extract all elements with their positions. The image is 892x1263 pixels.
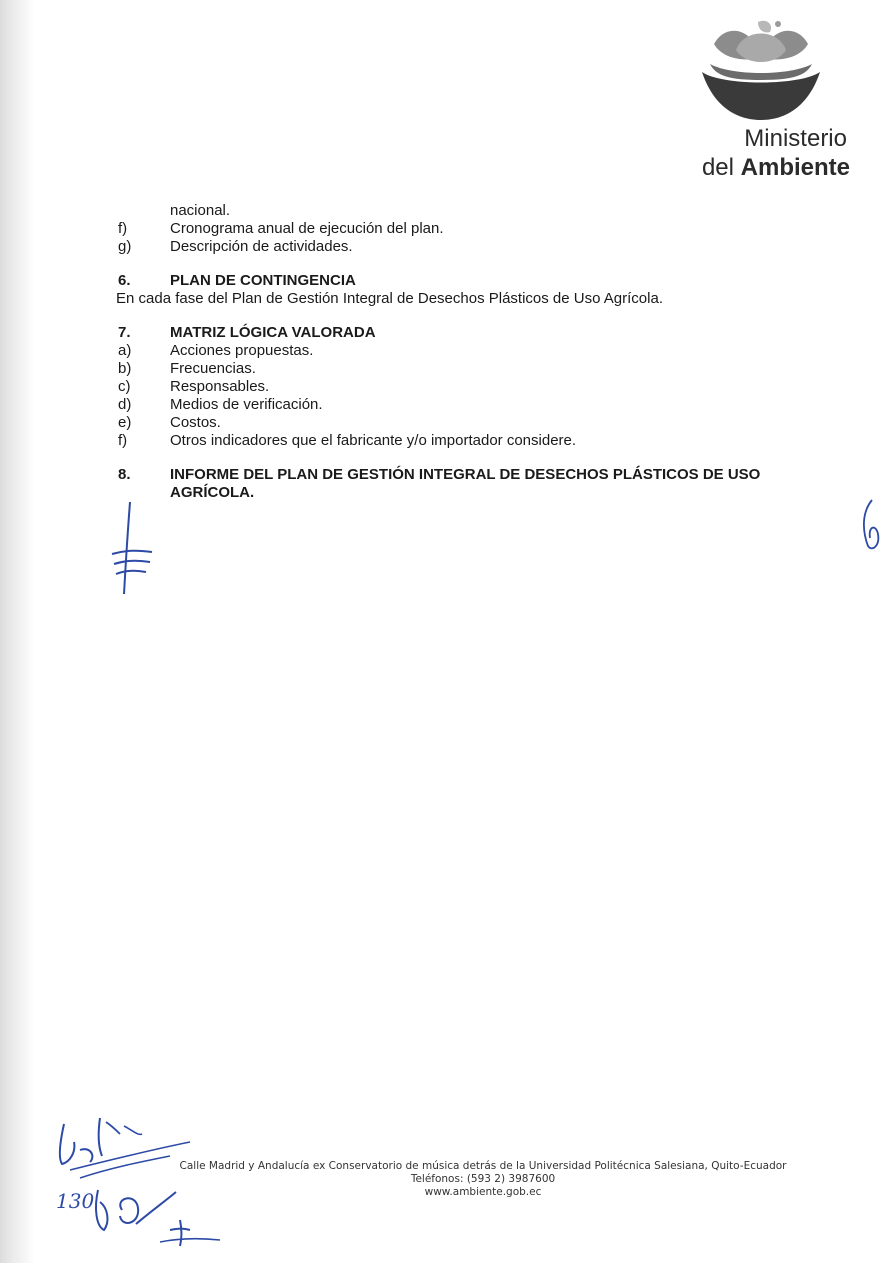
list-item-text: Acciones propuestas. <box>170 342 314 359</box>
list-item-text: Medios de verificación. <box>170 396 323 413</box>
flower-emblem-icon <box>696 14 826 122</box>
list-item-label: f) <box>118 432 128 449</box>
continuation-text: nacional. <box>170 202 231 219</box>
logo-text-del: del <box>701 154 741 181</box>
list-item <box>118 238 838 256</box>
list-item-text: Otros indicadores que el fabricante y/o importador considere. <box>170 432 577 449</box>
section-number: 8. <box>118 466 131 483</box>
footer-website: www.ambiente.gob.ec <box>424 1186 542 1198</box>
document-body <box>118 202 838 502</box>
list-item-text: Cronograma anual de ejecución del plan. <box>170 220 444 237</box>
logo-text-ministerio: Ministerio <box>744 125 847 152</box>
logo-text-del-ambiente <box>672 154 850 182</box>
section-title: INFORME DEL PLAN DE GESTIÓN INTEGRAL DE DESECHOS PLÁSTICOS DE USO AGRÍCOLA. <box>170 466 761 501</box>
list-item-label: c) <box>118 378 131 395</box>
ministry-logo <box>672 14 852 189</box>
section-number: 7. <box>118 324 131 341</box>
list-item-label: d) <box>118 396 132 413</box>
list-item <box>118 396 838 414</box>
handwritten-margin-initial <box>858 498 884 554</box>
scan-left-edge-shadow <box>0 0 34 1263</box>
section-number: 6. <box>118 272 131 289</box>
list-item-text: Frecuencias. <box>170 360 256 377</box>
footer-phones: Teléfonos: (593 2) 3987600 <box>410 1173 556 1185</box>
list-item-label: g) <box>118 238 132 255</box>
section-8-heading <box>118 466 838 502</box>
list-item <box>118 342 838 360</box>
handwritten-signature-mark <box>108 498 168 598</box>
list-item <box>118 220 838 238</box>
list-item-label: f) <box>118 220 128 237</box>
list-item-label: b) <box>118 360 132 377</box>
section-6-body: En cada fase del Plan de Gestión Integral de Desechos Plásticos de Uso Agrícola. <box>116 290 663 307</box>
list-item-text: Responsables. <box>170 378 270 395</box>
footer-address: Calle Madrid y Andalucía ex Conservatorio de música detrás de la Universidad Politécnica Salesiana, Quito-Ecuador <box>179 1160 787 1172</box>
section-title: MATRIZ LÓGICA VALORADA <box>170 324 376 341</box>
section-title: PLAN DE CONTINGENCIA <box>170 272 356 289</box>
list-item-label: a) <box>118 342 132 359</box>
list-item <box>118 360 838 378</box>
list-item <box>118 378 838 396</box>
section-7-heading <box>118 324 838 342</box>
list-item-label: e) <box>118 414 132 431</box>
list-item-text: Costos. <box>170 414 221 431</box>
handwritten-number: 130 <box>56 1189 95 1213</box>
list-item-text: Descripción de actividades. <box>170 238 353 255</box>
list-item <box>118 432 838 450</box>
section-6-heading <box>118 272 838 290</box>
page-footer <box>130 1160 836 1199</box>
logo-text-ambiente: Ambiente <box>740 154 850 181</box>
list-item <box>118 414 838 432</box>
continuation-line <box>118 202 838 220</box>
